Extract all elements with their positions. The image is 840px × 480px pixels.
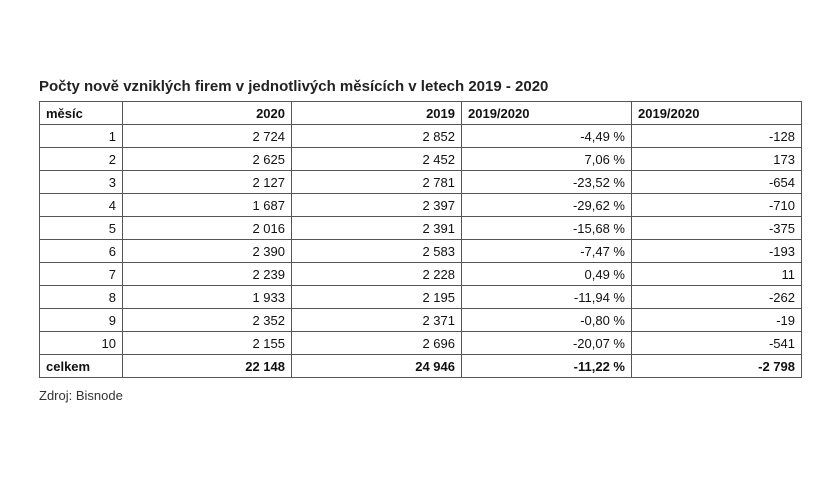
cell-2019: 2 371 [292, 309, 462, 332]
total-2019: 24 946 [292, 355, 462, 378]
cell-2020: 2 390 [123, 240, 292, 263]
cell-2020: 1 687 [123, 194, 292, 217]
cell-change-percent: 7,06 % [462, 148, 632, 171]
header-2019: 2019 [292, 102, 462, 125]
cell-2020: 2 352 [123, 309, 292, 332]
cell-change-absolute: -19 [632, 309, 802, 332]
table-row [40, 217, 802, 240]
cell-change-percent: -15,68 % [462, 217, 632, 240]
table-row [40, 263, 802, 286]
cell-month: 8 [40, 286, 123, 309]
cell-month: 2 [40, 148, 123, 171]
cell-month: 7 [40, 263, 123, 286]
cell-change-percent: 0,49 % [462, 263, 632, 286]
cell-month: 3 [40, 171, 123, 194]
cell-change-absolute: -262 [632, 286, 802, 309]
table-row [40, 125, 802, 148]
cell-2019: 2 228 [292, 263, 462, 286]
cell-2019: 2 391 [292, 217, 462, 240]
cell-change-absolute: -375 [632, 217, 802, 240]
data-table [39, 101, 802, 378]
cell-change-percent: -11,94 % [462, 286, 632, 309]
table-row [40, 171, 802, 194]
total-change-absolute: -2 798 [632, 355, 802, 378]
total-label: celkem [40, 355, 123, 378]
table-title: Počty nově vzniklých firem v jednotlivých měsících v letech 2019 - 2020 [39, 78, 549, 95]
cell-change-percent: -23,52 % [462, 171, 632, 194]
cell-month: 5 [40, 217, 123, 240]
header-change-percent: 2019/2020 [462, 102, 632, 125]
header-row [40, 102, 802, 125]
cell-2020: 2 127 [123, 171, 292, 194]
cell-change-absolute: -128 [632, 125, 802, 148]
cell-2019: 2 195 [292, 286, 462, 309]
cell-change-absolute: -654 [632, 171, 802, 194]
cell-2019: 2 696 [292, 332, 462, 355]
cell-month: 6 [40, 240, 123, 263]
table-row [40, 332, 802, 355]
cell-2020: 2 155 [123, 332, 292, 355]
cell-change-absolute: 11 [632, 263, 802, 286]
cell-change-absolute: -541 [632, 332, 802, 355]
table-row [40, 309, 802, 332]
cell-2019: 2 452 [292, 148, 462, 171]
cell-month: 1 [40, 125, 123, 148]
cell-change-absolute: 173 [632, 148, 802, 171]
cell-change-percent: -29,62 % [462, 194, 632, 217]
cell-2020: 2 625 [123, 148, 292, 171]
cell-2020: 2 016 [123, 217, 292, 240]
header-change-absolute: 2019/2020 [632, 102, 802, 125]
table-row [40, 194, 802, 217]
total-row [40, 355, 802, 378]
header-month: měsíc [40, 102, 123, 125]
cell-change-absolute: -193 [632, 240, 802, 263]
cell-2020: 1 933 [123, 286, 292, 309]
total-2020: 22 148 [123, 355, 292, 378]
header-2020: 2020 [123, 102, 292, 125]
total-change-percent: -11,22 % [462, 355, 632, 378]
cell-2019: 2 852 [292, 125, 462, 148]
cell-2020: 2 239 [123, 263, 292, 286]
cell-month: 10 [40, 332, 123, 355]
cell-month: 9 [40, 309, 123, 332]
cell-change-percent: -7,47 % [462, 240, 632, 263]
source-note: Zdroj: Bisnode [39, 388, 123, 403]
cell-2019: 2 583 [292, 240, 462, 263]
table-row [40, 286, 802, 309]
cell-2019: 2 781 [292, 171, 462, 194]
table-row [40, 148, 802, 171]
cell-month: 4 [40, 194, 123, 217]
cell-2019: 2 397 [292, 194, 462, 217]
cell-change-percent: -4,49 % [462, 125, 632, 148]
cell-change-percent: -0,80 % [462, 309, 632, 332]
table-row [40, 240, 802, 263]
cell-change-absolute: -710 [632, 194, 802, 217]
cell-change-percent: -20,07 % [462, 332, 632, 355]
cell-2020: 2 724 [123, 125, 292, 148]
